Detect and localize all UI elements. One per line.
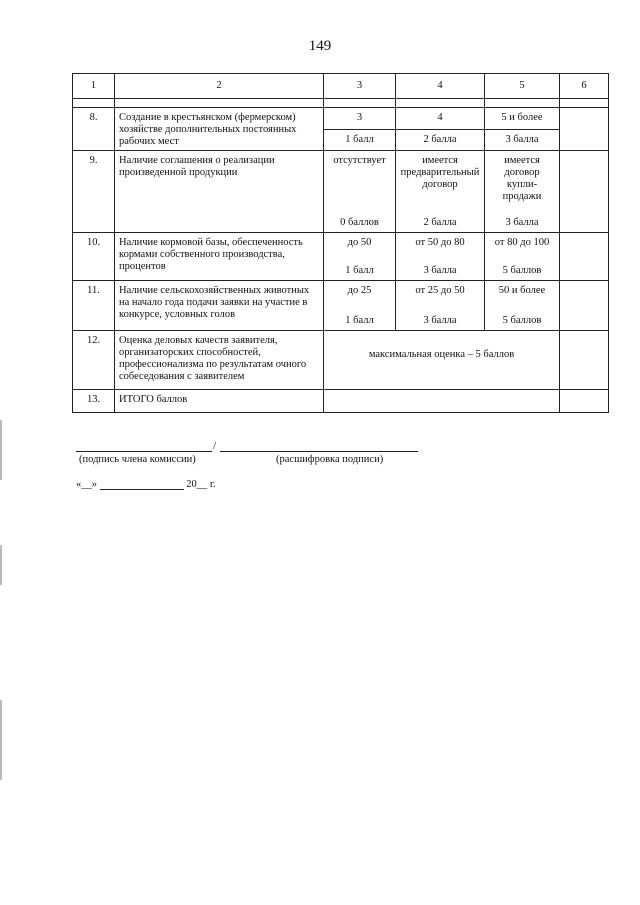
criterion-text: Наличие соглашения о реализации произведенной продукции bbox=[115, 151, 324, 233]
date-suffix: г. bbox=[209, 479, 216, 490]
option-score: 2 балла bbox=[423, 217, 457, 228]
option-value: 4 bbox=[396, 108, 485, 130]
table-row bbox=[73, 281, 609, 331]
criterion-text: Оценка деловых качеств заявителя, организаторских способностей, профессионализма по результатам очного собеседования с заявителем bbox=[115, 331, 324, 390]
option-value: имеется предварительный договор bbox=[400, 155, 480, 190]
score-cell bbox=[560, 108, 609, 151]
date-line bbox=[76, 478, 216, 490]
scan-artifact bbox=[0, 420, 2, 480]
merged-score-note: максимальная оценка – 5 баллов bbox=[324, 331, 560, 390]
option-cell bbox=[396, 151, 485, 233]
option-value: 5 и более bbox=[485, 108, 560, 130]
option-value: имеется договор купли-продажи bbox=[502, 155, 542, 202]
scan-artifact bbox=[0, 700, 2, 780]
option-score: 1 балл bbox=[345, 265, 374, 276]
option-value: от 50 до 80 bbox=[415, 237, 465, 248]
criterion-text: Создание в крестьянском (фермерском) хозяйстве дополнительных постоянных рабочих мест bbox=[115, 108, 324, 151]
total-value-cell bbox=[324, 390, 560, 413]
table-row bbox=[73, 151, 609, 233]
criterion-text: Наличие сельскохозяйственных животных на начало года подачи заявки на участие в конкурсе, условных голов bbox=[115, 281, 324, 331]
option-score: 3 балла bbox=[423, 265, 457, 276]
header-cell-4: 4 bbox=[396, 74, 485, 99]
criterion-text: Наличие кормовой базы, обеспеченность кормами собственного производства, процентов bbox=[115, 233, 324, 281]
option-cell bbox=[396, 281, 485, 331]
option-cell bbox=[324, 233, 396, 281]
option-score: 3 балла bbox=[505, 217, 539, 228]
option-score: 3 балла bbox=[485, 129, 560, 151]
option-score: 2 балла bbox=[396, 129, 485, 151]
option-score: 5 баллов bbox=[502, 315, 542, 326]
table-row bbox=[73, 390, 609, 413]
score-cell bbox=[560, 233, 609, 281]
option-value: от 25 до 50 bbox=[415, 285, 465, 296]
header-cell-3: 3 bbox=[324, 74, 396, 99]
page-number: 149 bbox=[308, 38, 332, 54]
score-cell bbox=[560, 331, 609, 390]
option-score: 5 баллов bbox=[502, 265, 542, 276]
spacer-row bbox=[73, 99, 609, 108]
table-row bbox=[73, 331, 609, 390]
signature-decoding-label: (расшифровка подписи) bbox=[276, 454, 384, 465]
option-cell bbox=[324, 281, 396, 331]
option-value: 3 bbox=[324, 108, 396, 130]
table-row bbox=[73, 233, 609, 281]
signature-label: (подпись члена комиссии) bbox=[79, 454, 196, 465]
row-number: 12. bbox=[73, 331, 115, 390]
row-number: 9. bbox=[73, 151, 115, 233]
signature-decoding-line bbox=[220, 451, 418, 452]
option-score: 0 баллов bbox=[340, 217, 379, 228]
score-cell bbox=[560, 151, 609, 233]
table-row bbox=[73, 108, 609, 130]
header-cell-1: 1 bbox=[73, 74, 115, 99]
option-score: 1 балл bbox=[345, 315, 374, 326]
date-year: 20__ bbox=[186, 479, 208, 490]
option-score: 3 балла bbox=[423, 315, 457, 326]
option-value: до 25 bbox=[347, 285, 372, 296]
option-cell bbox=[485, 281, 560, 331]
scoring-table bbox=[72, 73, 609, 413]
signature-slash: / bbox=[213, 440, 217, 452]
row-number: 13. bbox=[73, 390, 115, 413]
signature-line bbox=[76, 451, 212, 452]
option-cell bbox=[396, 233, 485, 281]
option-cell bbox=[485, 151, 560, 233]
table-header-row bbox=[73, 74, 609, 99]
row-number: 11. bbox=[73, 281, 115, 331]
criterion-text: ИТОГО баллов bbox=[115, 390, 324, 413]
option-value: отсутствует bbox=[333, 155, 386, 166]
option-score: 1 балл bbox=[324, 129, 396, 151]
header-cell-5: 5 bbox=[485, 74, 560, 99]
option-value: от 80 до 100 bbox=[494, 237, 550, 248]
row-number: 10. bbox=[73, 233, 115, 281]
scan-artifact bbox=[0, 545, 2, 585]
date-month-blank bbox=[100, 478, 184, 490]
option-value: до 50 bbox=[347, 237, 372, 248]
score-cell bbox=[560, 390, 609, 413]
row-number: 8. bbox=[73, 108, 115, 151]
option-value: 50 и более bbox=[498, 285, 546, 296]
option-cell bbox=[324, 151, 396, 233]
header-cell-6: 6 bbox=[560, 74, 609, 99]
score-cell bbox=[560, 281, 609, 331]
option-cell bbox=[485, 233, 560, 281]
date-day: «__» bbox=[76, 479, 97, 490]
header-cell-2: 2 bbox=[115, 74, 324, 99]
